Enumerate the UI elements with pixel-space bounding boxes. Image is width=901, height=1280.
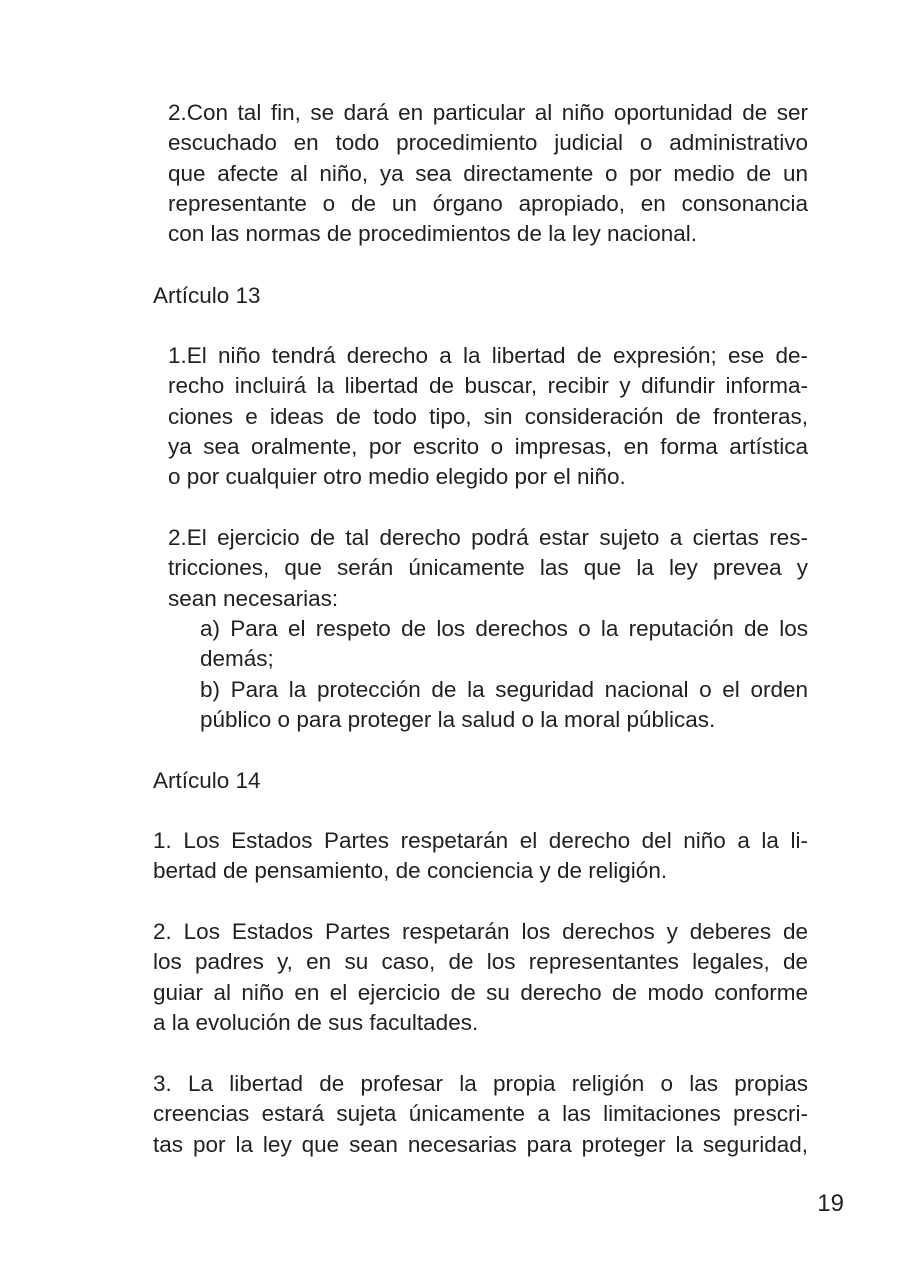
article-13-item-a	[200, 614, 808, 675]
article-13-item-b	[200, 675, 808, 736]
text-line: 2.El ejercicio de tal derecho podrá estar sujeto a ciertas res-	[168, 525, 808, 550]
text-line: 1. Los Estados Partes respetarán el derecho del niño a la li-	[153, 828, 808, 853]
text-line: b) Para la protección de la seguridad nacional o el orden	[200, 677, 808, 702]
article-12-paragraph-2	[168, 98, 808, 249]
text-line: público o para proteger la salud o la moral públicas.	[200, 707, 716, 733]
text-line: demás;	[200, 646, 274, 672]
text-line: bertad de pensamiento, de conciencia y de religión.	[153, 858, 668, 884]
text-line: ya sea oralmente, por escrito o impresas, en forma artística	[168, 433, 808, 459]
text-line: recho incluirá la libertad de buscar, recibir y difundir informa-	[168, 373, 808, 399]
article-14-heading: Artículo 14	[153, 768, 261, 793]
text-line: 2. Los Estados Partes respetarán los derechos y deberes de	[153, 919, 808, 944]
article-14-paragraph-3	[153, 1069, 808, 1160]
text-line: 2.Con tal fin, se dará en particular al niño oportunidad de ser	[168, 100, 808, 125]
text-line: a la evolución de sus facultades.	[153, 1009, 479, 1035]
text-line: 3. La libertad de profesar la propia religión o las propias	[153, 1071, 808, 1096]
text-line: o por cualquier otro medio elegido por el niño.	[168, 464, 626, 490]
text-line: escuchado en todo procedimiento judicial o administrativo	[168, 130, 808, 156]
article-14-paragraph-1	[153, 826, 808, 887]
article-13-paragraph-1	[168, 341, 808, 492]
text-line: a) Para el respeto de los derechos o la reputación de los	[200, 616, 808, 641]
page-number: 19	[817, 1190, 844, 1217]
text-line: sean necesarias:	[168, 585, 339, 611]
text-line: con las normas de procedimientos de la ley nacional.	[168, 221, 698, 247]
text-line: ciones e ideas de todo tipo, sin consideración de fronteras,	[168, 403, 808, 429]
text-line: guiar al niño en el ejercicio de su derecho de modo conforme	[153, 979, 808, 1005]
text-line: tricciones, que serán únicamente las que la ley prevea y	[168, 555, 808, 581]
text-line: representante o de un órgano apropiado, en consonancia	[168, 190, 808, 216]
text-line: 1.El niño tendrá derecho a la libertad de expresión; ese de-	[168, 343, 808, 368]
article-14-paragraph-2	[153, 917, 808, 1038]
text-line: creencias estará sujeta únicamente a las limitaciones prescri-	[153, 1101, 808, 1127]
text-line: tas por la ley que sean necesarias para proteger la seguridad,	[153, 1131, 808, 1157]
article-13-paragraph-2	[168, 523, 808, 614]
article-13-heading: Artículo 13	[153, 283, 261, 308]
text-line: que afecte al niño, ya sea directamente o por medio de un	[168, 160, 808, 186]
text-line: los padres y, en su caso, de los representantes legales, de	[153, 949, 808, 975]
